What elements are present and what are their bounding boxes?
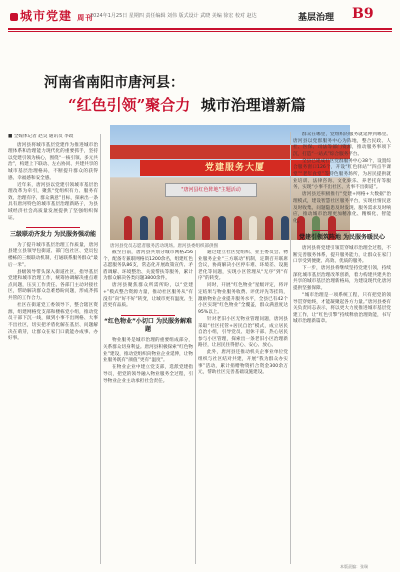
subheading-rule	[121, 315, 175, 316]
paragraph: 同时，开展“红色物业”星级评定，将评定结果与物业服务收费、评优评先等挂钩，激励物业企业提升服务水平，全县已有42个小区实现“红色物业”全覆盖，群众满意度达95%以上。	[198, 283, 288, 315]
paragraph: 此外，唐河县还推动机关企事业单位党组织与社区结对共建，开展“我为群众办实事”活动，累计捐赠物资折合资金300余万元，帮助社区完善基础设施建设。	[198, 350, 288, 376]
subheading-rule	[313, 230, 372, 231]
masthead-brand: 城市党建 周刊	[10, 7, 93, 24]
paragraph: 为了提升城市基层治理工作质量，唐河县建立县领导包街道、部门包社区、党员包楼栋的三级联动机制，打通联系服务群众“最后一米”。	[8, 242, 98, 268]
column-divider	[290, 132, 291, 564]
person-figure	[187, 216, 195, 240]
person-figure	[249, 216, 257, 240]
person-figure	[171, 216, 179, 240]
masthead	[0, 0, 400, 30]
byline: ■ 全媒体记者 赵昊 通讯员 李政	[8, 134, 74, 139]
subheading: 党建引领筑阵地 为民服务暖民心	[298, 233, 386, 241]
article-column-4	[293, 132, 391, 564]
person-figure	[265, 216, 273, 240]
column-divider	[100, 134, 101, 564]
person-figure	[202, 216, 210, 240]
paragraph: 社区在街道党工委领导下，整合辖区资源，组建网格党支部和楼栋党小组，推动党员干部下沉一线，做到小事不出网格、大事不出社区，切实把矛盾化解在基层、问题解决在萌芽，让群众在家门口就能办成事、办好事。	[8, 303, 98, 342]
photo-banner: 党建服务大厦	[140, 160, 330, 176]
editor-note: 本版责编：张瑞	[340, 564, 368, 569]
subheading-rule	[26, 227, 80, 228]
person-figure	[155, 216, 163, 240]
article-column-1	[8, 134, 98, 564]
person-figure	[140, 216, 148, 240]
top-rule	[8, 28, 392, 30]
paragraph: 下一步，唐河县将继续坚持党建引领，持续深化城市基层治理改革创新，着力构建共建共治共享的城市基层治理新格局，为建设现代化唐河提供坚强保障。	[293, 266, 391, 291]
paragraph: 唐河县将城市基层党建作为推进城市治理体系和治理能力现代化的重要抓手，坚持以党建引领为核心，围绕“一核引领、多元共治”，构建上下联动、左右协同、共建共享的城市基层治理格局，不断提升群众的获得感、幸福感和安全感。	[8, 142, 98, 181]
paragraph: 全县已建成社区党群服务中心38个，设置综合服务窗口126个，开设“红色驿站”“四点半课堂”“老年食堂”等特色服务场所，为居民提供就业培训、法律咨询、文化娱乐、养老托育等服务，实现“小事不出社区、大事不出街道”。	[293, 158, 391, 191]
article-column-3	[198, 250, 288, 564]
paragraph: 物业服务是城市治理的重要组成部分，关系群众切身利益。唐河县积极探索“红色物业”建设，推动党组织向物业企业延伸，让物业服务既有“颜值”更有“温度”。	[103, 338, 193, 364]
paragraph: 唐河县聚焦群众所需所盼，以“党建+”模式整合资源力量，推动社区服务从“有没有”向“好不好”转变，让城市更有温度、生活更有品质。	[103, 283, 193, 309]
page-number: B9	[352, 6, 374, 22]
photo-board: "唐河县红色阵地"主题活动	[165, 183, 257, 197]
brand-logo-icon	[10, 13, 18, 21]
person-figure	[234, 216, 242, 240]
person-figure	[281, 216, 289, 240]
paragraph: 截至目前，唐河县共划分城市网格256个，配备专兼职网格员1200余名，组建红色志愿服务队86支，常态化开展政策宣传、矛盾调解、环境整治、关爱帮扶等服务，累计为群众解决各类问题3800余件。	[103, 250, 193, 282]
paragraph: 唐河县还积极推行“党建+网格+大数据”治理模式，建设智慧社区服务平台，实现社情民意及时收集、问题隐患及时发现、服务需求及时响应，推动城市治理更加精准化、精细化、智能化。	[293, 192, 391, 224]
paragraph: 针对老旧小区无物业管理问题，唐河县采取“社区托管+居民自治”模式，成立居民自治小组，引导党员、退休干部、热心居民参与小区管理，探索出一条老旧小区治理新路径，让居民住得舒心、安心、放心。	[198, 316, 288, 349]
subheading: 三级联动齐发力 为民服务强动能	[9, 230, 97, 238]
photo-caption: 唐河县党员志愿者服务活动现场。唐河县委组织部供图	[110, 244, 218, 249]
headline-line1: 河南省南阳市唐河县：	[44, 75, 184, 91]
paragraph: “城市治理是一项系统工程，只有把党的领导贯穿始终，才能凝聚起各方力量。”唐河县委有关负责同志表示，将以更大力度推进城市基层党建工作，让“红色引擎”持续释放治理效能，书写城市治理新篇章。	[293, 293, 391, 325]
issue-meta: 2024年1月25日 星期四 责任编辑 刘伟 版式设计 武晓 美编 徐宏 校对 赵达	[90, 13, 257, 19]
paragraph: 近年来，唐河县以党建引领城市基层治理改革为牵引，聚焦“党组织有力、服务有效、治理有序、群众满意”目标，探索出一条具有唐河特色的城市基层治理新路子，为县域经济社会高质量发展提供了坚强组织保证。	[8, 182, 98, 221]
paragraph: 县级领导带头深入街道社区，指导基层党建和城市治理工作，统筹协调解决重点难点问题，压实工作责任。各部门主动对接社区，帮助解决群众急难愁盼问题，形成齐抓共管的工作合力。	[8, 269, 98, 302]
top-rule-thin	[8, 31, 392, 32]
person-figure	[218, 216, 226, 240]
paragraph: 通过建立社区党组织、业主委员会、物业服务企业“三方联动”机制，定期召开联席会议，协商解决小区停车难、环境差、设施老化等问题，实现小区管理从“无序”到“有序”的转变。	[198, 250, 288, 282]
article-column-2	[103, 250, 193, 564]
person-figure	[124, 216, 132, 240]
paragraph: 群众在哪里，党组织的服务就延伸到哪里。唐河县以党群服务中心为阵地，整合民政、人社、医保、司法等部门资源，推动服务事项下沉，打造“一站式”综合服务平台。	[293, 132, 391, 157]
paragraph: 在物业企业中建立党支部，选派党建指导员，把党的领导融入物业服务全过程，引导物业企业主动承担社会责任。	[103, 365, 193, 384]
section-name: 基层治理	[298, 13, 335, 23]
paragraph: 唐河县将党建引领贯穿城市治理全过程，不断完善服务体系，提升服务能力，让群众在家门口享受到便捷、高效、优质的服务。	[293, 245, 391, 265]
subheading: “红色物业”小切口 为民服务解难题	[104, 318, 192, 334]
column-divider	[195, 250, 196, 564]
headline-line2: “红色引领”聚合力 城市治理谱新篇	[68, 96, 306, 114]
